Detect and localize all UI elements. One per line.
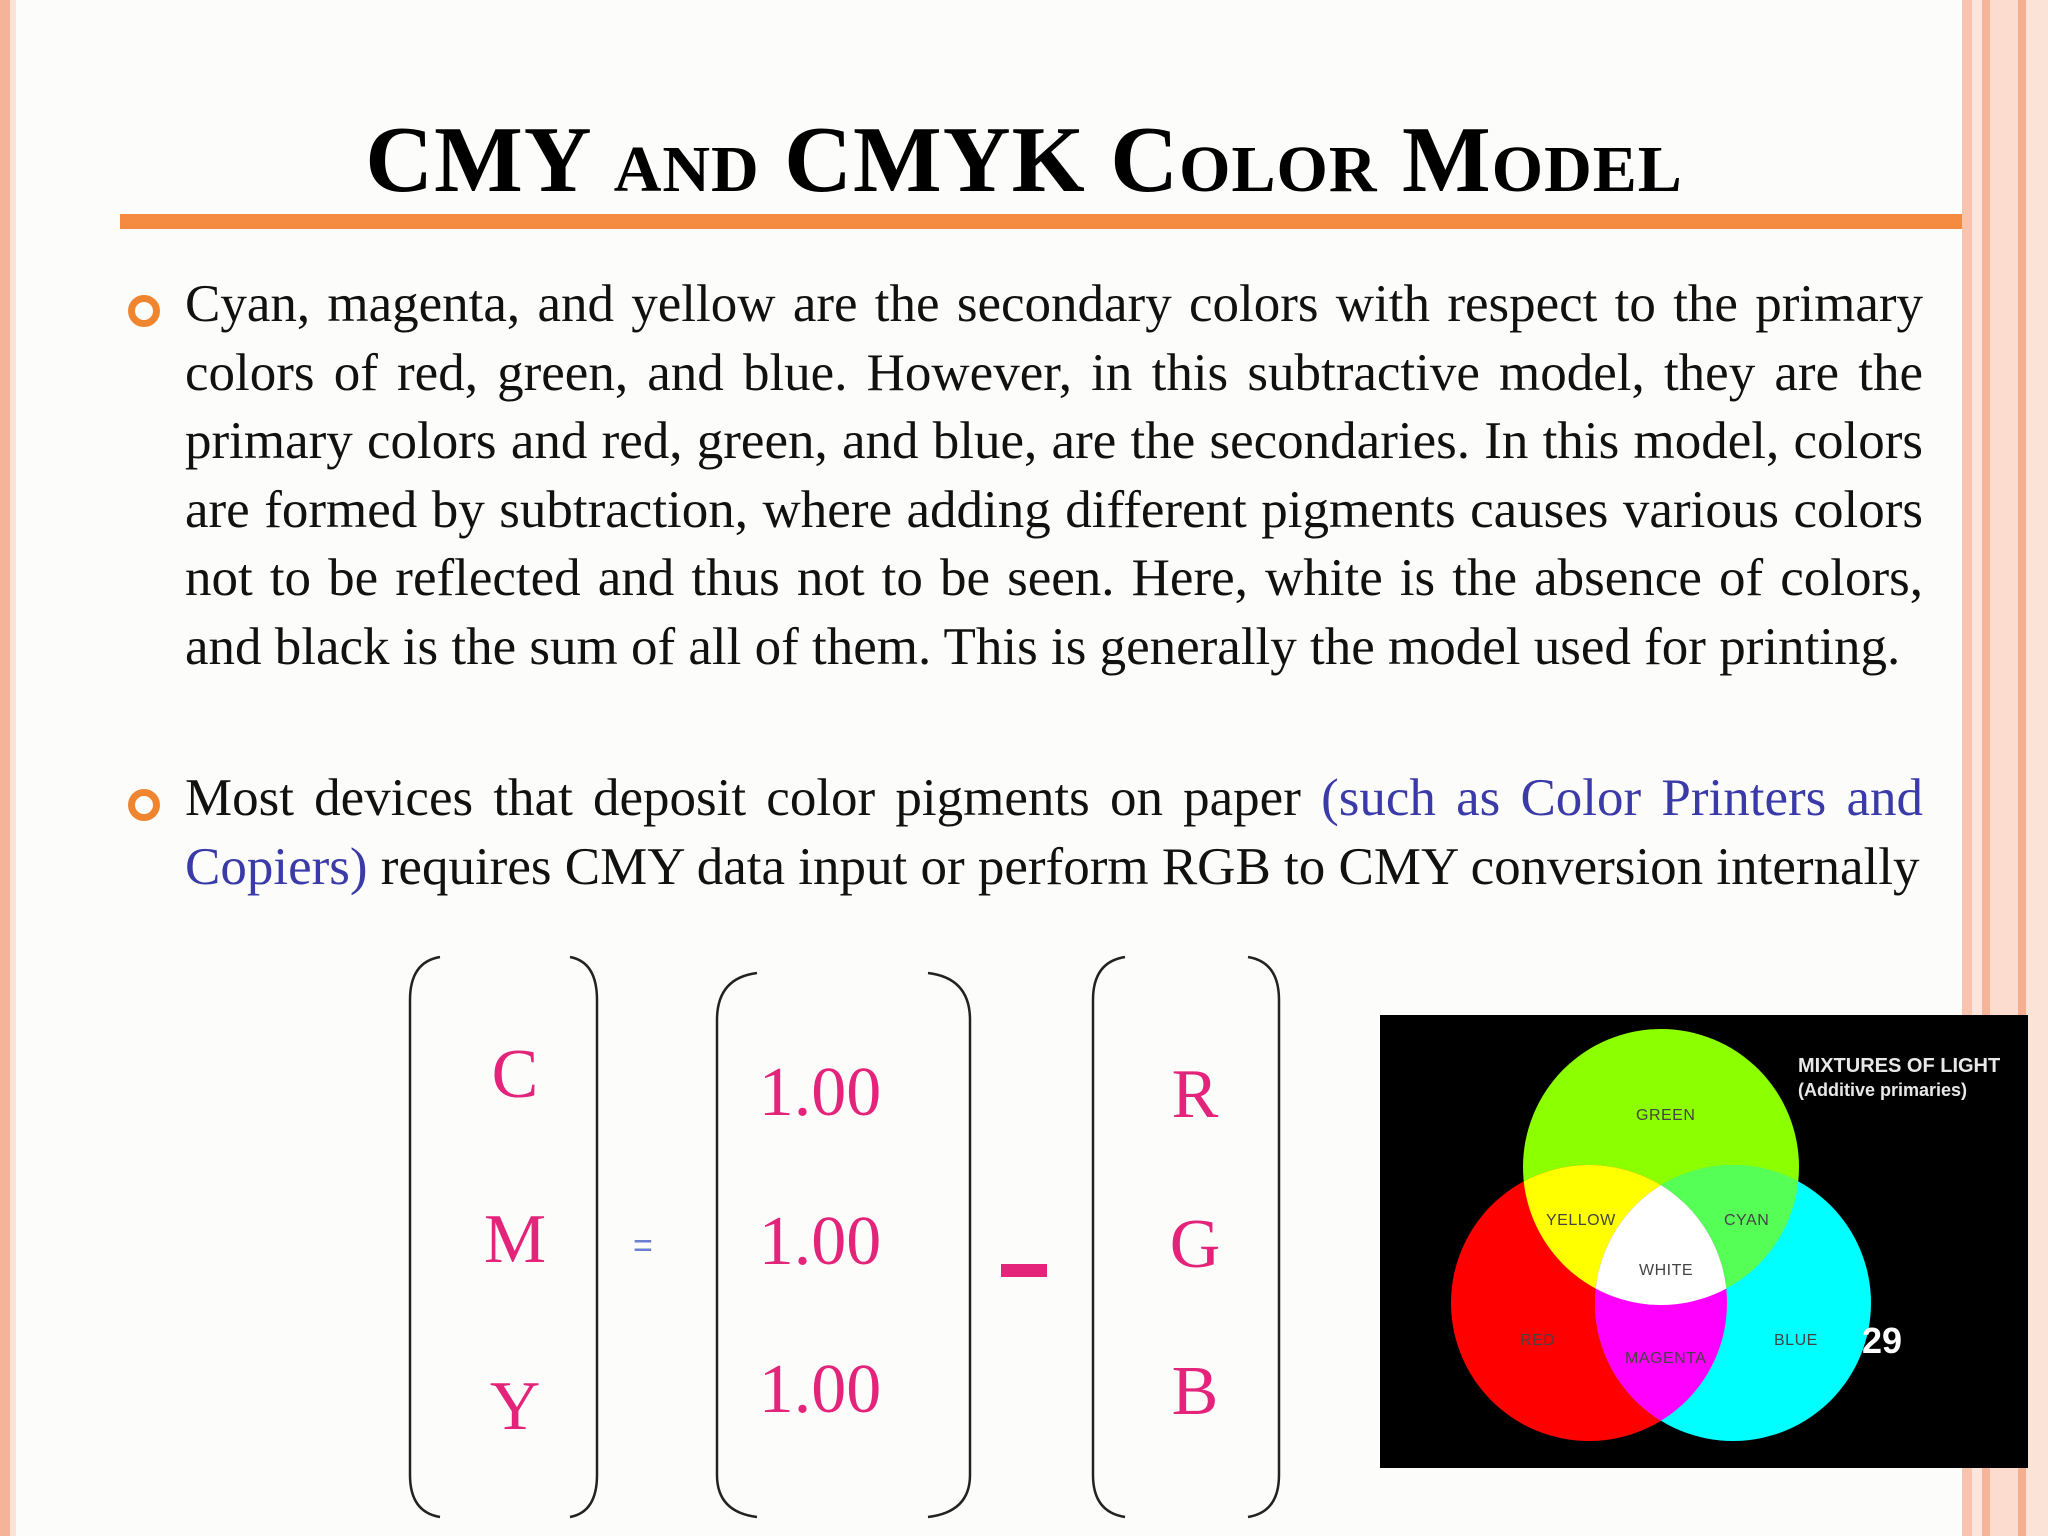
matrix-left-c: C	[491, 1036, 539, 1113]
venn-label-yellow: YELLOW	[1546, 1212, 1616, 1229]
bullet-text-2-after: requires CMY data input or perform RGB to CMY conversion internally	[367, 837, 1920, 896]
right-bracket	[1248, 957, 1279, 1517]
left-bracket	[410, 957, 440, 1517]
matrix-right-r: R	[1171, 1056, 1219, 1133]
venn-label-red: RED	[1520, 1332, 1556, 1349]
matrix-left-y: Y	[489, 1368, 541, 1445]
minus-sign	[1001, 1264, 1047, 1277]
venn-label-blue: BLUE	[1774, 1332, 1818, 1349]
matrix-right-g: G	[1169, 1206, 1221, 1283]
venn-title-line1: MIXTURES OF LIGHT	[1798, 1055, 2001, 1077]
bullet-text-2-before: Most devices that deposit color pigments on paper	[185, 769, 1322, 827]
matrix-middle-3: 1.00	[758, 1351, 882, 1428]
venn-label-cyan: CYAN	[1724, 1212, 1770, 1229]
left-bracket	[1093, 957, 1125, 1517]
venn-label-white: WHITE	[1639, 1262, 1694, 1279]
bullet-text-2-highlight: (such as Color Printers and Copiers)	[185, 769, 1923, 896]
venn-title-line2: (Additive primaries)	[1798, 1080, 1968, 1100]
venn-label-green: GREEN	[1636, 1107, 1696, 1124]
matrix-left-m: M	[483, 1201, 547, 1278]
page-number: 29	[1862, 1320, 1903, 1361]
additive-color-venn-image	[1380, 1015, 2028, 1468]
right-bracket	[570, 957, 597, 1517]
slide-title: CMY and CMYK Color Model	[365, 108, 1683, 212]
matrix-middle-2: 1.00	[758, 1203, 882, 1280]
venn-label-magenta: MAGENTA	[1625, 1350, 1707, 1367]
bullet-text-1: Cyan, magenta, and yellow are the secondary colors with respect to the primary colors of red, green, and blue. However, in this subtractive model, they are the primary colors and red, green, and blue, are the secondaries. In this model, colors are formed by subtraction, where adding different pigments causes various colors not to be reflected and thus not to be seen. Here, white is the absence of colors, and black is the sum of all of them. This is generally the model used for printing.	[185, 275, 1923, 676]
matrix-right-b: B	[1171, 1353, 1219, 1430]
equals-sign: =	[633, 1227, 653, 1265]
right-bracket	[928, 973, 970, 1517]
matrix-middle-1: 1.00	[758, 1054, 882, 1131]
